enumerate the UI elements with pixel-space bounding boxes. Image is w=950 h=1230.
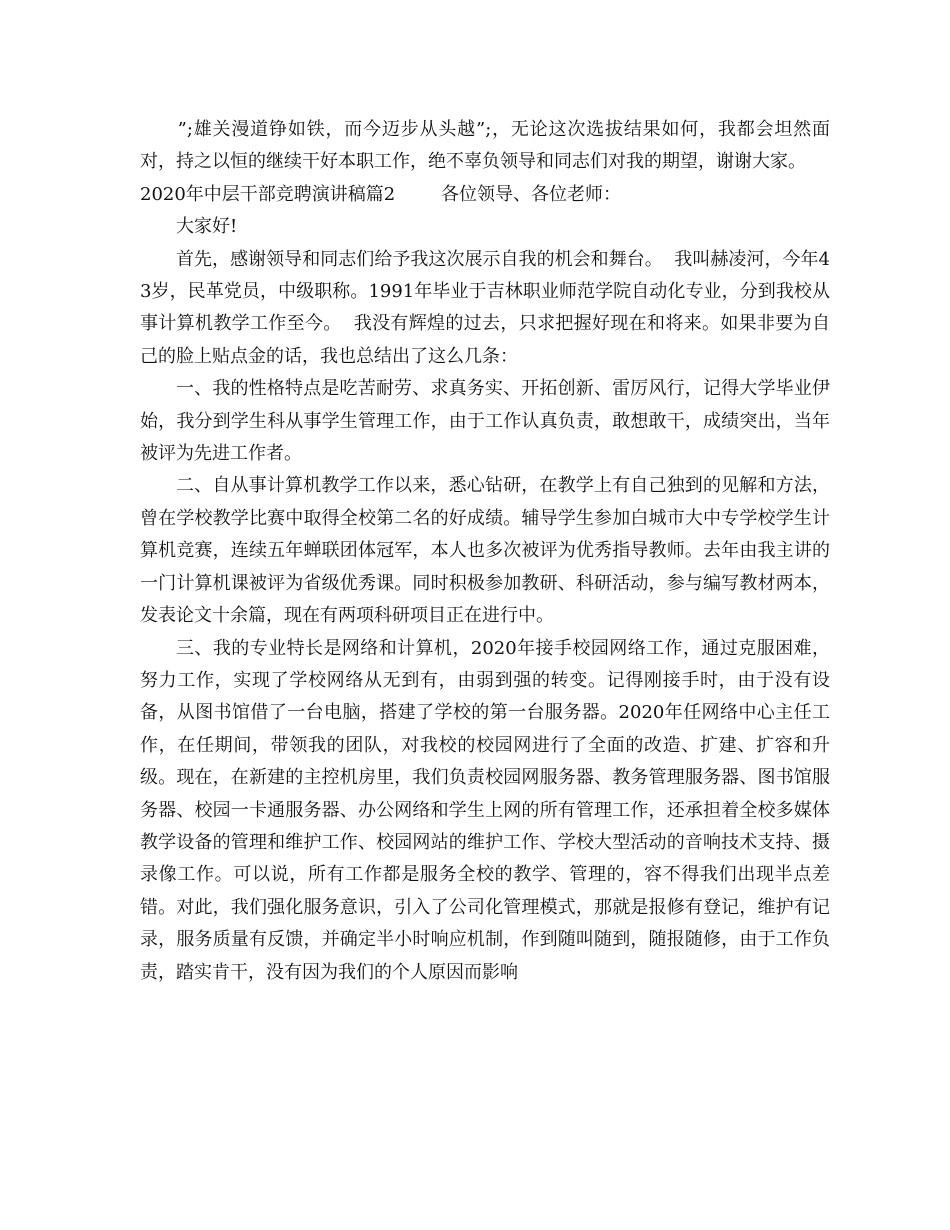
paragraph-point-three: 三、我的专业特长是网络和计算机，2020年接手校园网络工作，通过克服困难，努力工作，实现了学校网络从无到有，由弱到强的转变。记得刚接手时，由于没有设备，从图书馆借了一台电脑，搭建了学校的第一台服务器。2020年任网络中心主任工作，在任期间，带领我的团队，对我校的校园网进行了全面的改造、扩建、扩容和升级。现在，在新建的主控机房里，我们负责校园网服务器、教务管理服务器、图书馆服务器、校园一卡通服务器、办公网络和学生上网的所有管理工作，还承担着全校多媒体教学设备的管理和维护工作、校园网站的维护工作、学校大型活动的音响技术支持、摄录像工作。可以说，所有工作都是服务全校的教学、管理的，容不得我们出现半点差错。对此，我们强化服务意识，引入了公司化管理模式，那就是报修有登记，维护有记录，服务质量有反馈，并确定半小时响应机制，作到随叫随到，随报随修，由于工作负责，踏实肯干，没有因为我们的个人原因而影响 xyxy=(140,637,830,983)
document-body xyxy=(140,114,830,989)
section-heading: 2020年中层干部竞聘演讲稿篇2 各位领导、各位老师： xyxy=(140,183,622,205)
paragraph-introduction: 首先，感谢领导和同志们给予我这次展示自我的机会和舞台。 我叫赫凌河，今年43岁，民革党员，中级职称。1991年毕业于吉林职业师范学院自动化专业，分到我校从事计算机教学工作至今。 我没有辉煌的过去，只求把握好现在和将来。如果非要为自己的脸上贴点金的话，我也总结出了这么几条： xyxy=(140,248,830,367)
paragraph-point-two: 二、自从事计算机教学工作以来，悉心钻研，在教学上有自己独到的见解和方法，曾在学校教学比赛中取得全校第二名的好成绩。辅导学生参加白城市大中专学校学生计算机竞赛，连续五年蝉联团体冠军，本人也多次被评为优秀指导教师。去年由我主讲的一门计算机课被评为省级优秀课。同时积极参加教研、科研活动，参与编写教材两本，发表论文十余篇，现在有两项科研项目正在进行中。 xyxy=(140,475,830,627)
paragraph-point-one: 一、我的性格特点是吃苦耐劳、求真务实、开拓创新、雷厉风行，记得大学毕业伊始，我分到学生科从事学生管理工作，由于工作认真负责，敢想敢干，成绩突出，当年被评为先进工作者。 xyxy=(140,378,830,465)
paragraph-closing: ”;雄关漫道铮如铁，而今迈步从头越”;，无论这次选拔结果如何，我都会坦然面对，持之以恒的继续干好本职工作，绝不辜负领导和同志们对我的期望，谢谢大家。 xyxy=(140,119,830,173)
paragraph-greeting: 大家好! xyxy=(176,216,238,238)
